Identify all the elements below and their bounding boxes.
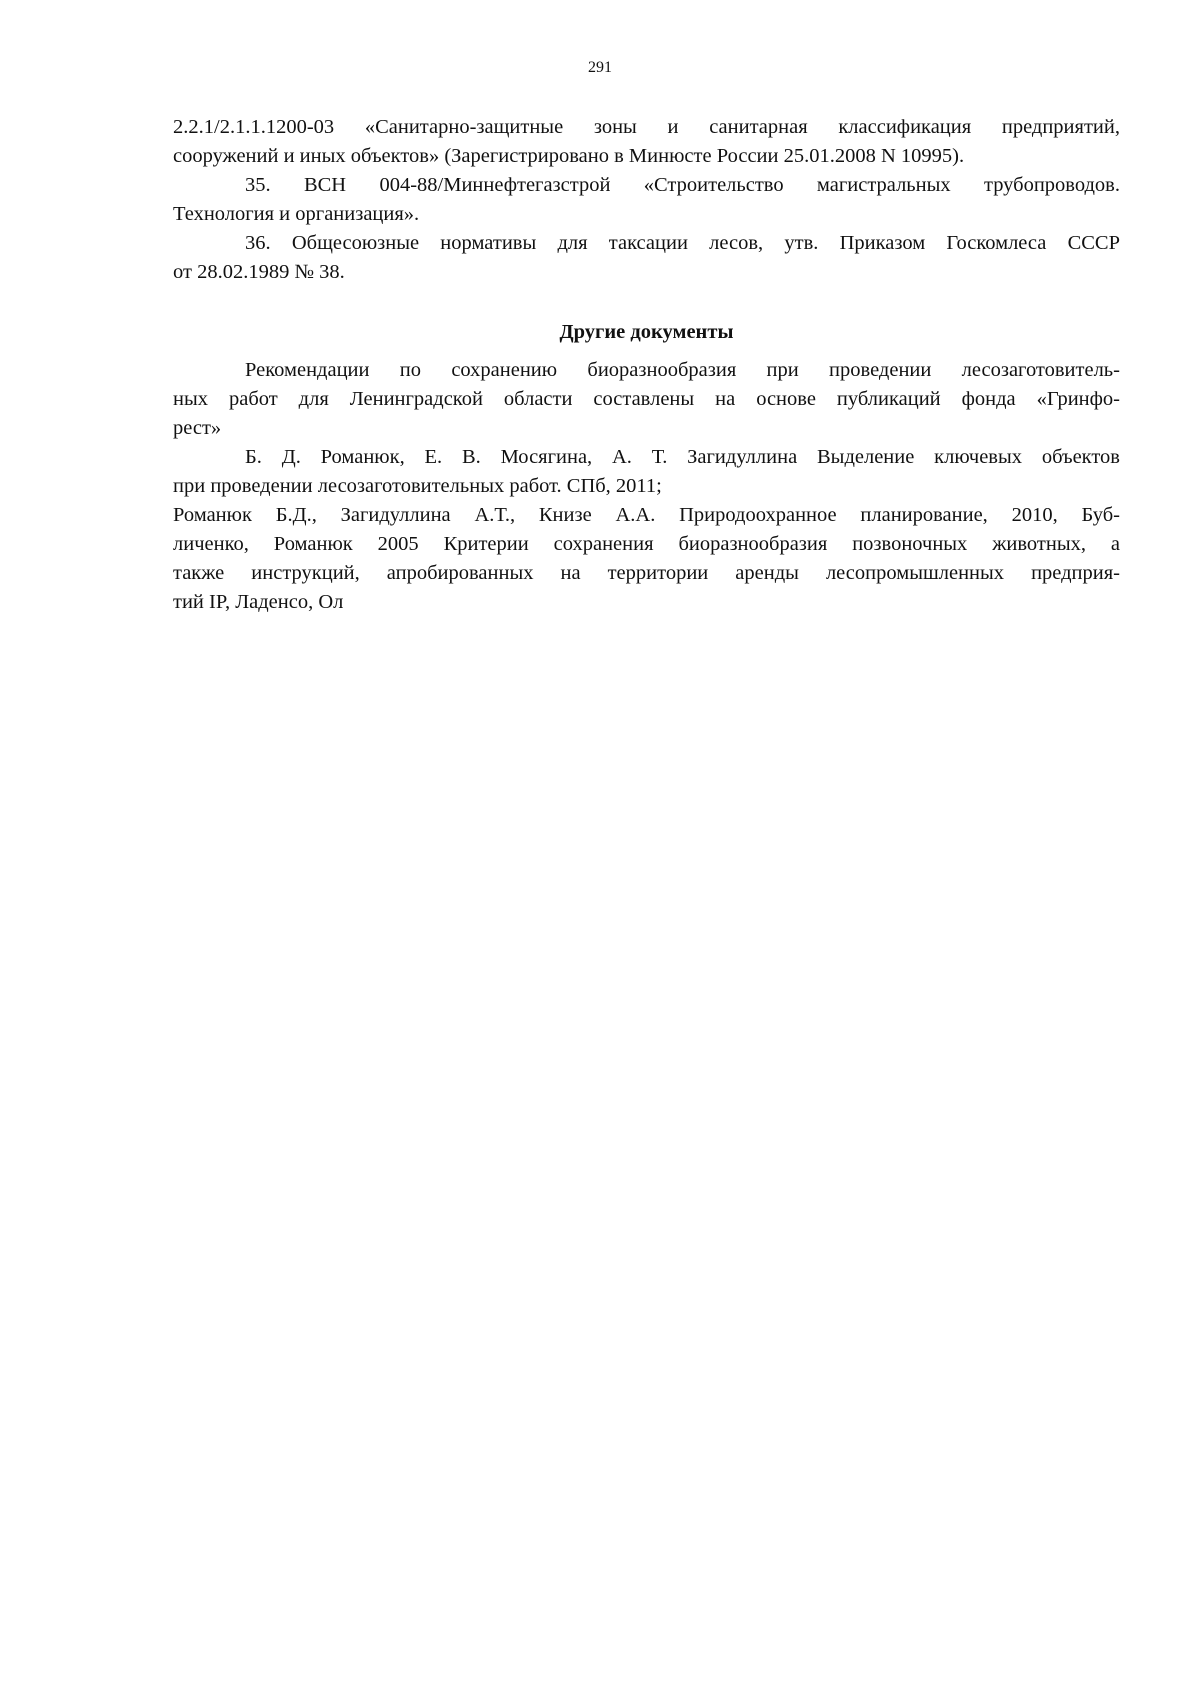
recommendations-paragraph	[173, 356, 1120, 443]
text-line: личенко, Романюк 2005 Критерии сохранения биоразнообразия позвоночных животных, а	[173, 533, 1120, 555]
text-line: Романюк Б.Д., Загидуллина А.Т., Книзе А.А. Природоохранное планирование, 2010, Буб-	[173, 504, 1120, 526]
reference-item-34-continuation	[173, 113, 1120, 171]
text-line: Технология и организация».	[173, 203, 420, 225]
romanyuk-2011-reference	[173, 443, 1120, 501]
text-line: рест»	[173, 417, 222, 439]
text-line: Рекомендации по сохранению биоразнообразия при проведении лесозаготовитель-	[245, 359, 1120, 381]
text-line: 35. ВСН 004-88/Миннефтегазстрой «Строительство магистральных трубопроводов.	[245, 174, 1120, 196]
page-content	[173, 113, 1120, 617]
section-title-other-documents: Другие документы	[559, 321, 734, 343]
romanyuk-2010-reference	[173, 501, 1120, 617]
text-line: от 28.02.1989 № 38.	[173, 261, 345, 283]
text-line: сооружений и иных объектов» (Зарегистрировано в Минюсте России 25.01.2008 N 10995).	[173, 145, 965, 167]
text-line: 36. Общесоюзные нормативы для таксации лесов, утв. Приказом Госкомлеса СССР	[245, 232, 1120, 254]
reference-item-36	[173, 229, 1120, 287]
text-line: 2.2.1/2.1.1.1200-03 «Санитарно-защитные зоны и санитарная классификация предприятий,	[173, 116, 1120, 138]
reference-item-35	[173, 171, 1120, 229]
text-line: при проведении лесозаготовительных работ. СПб, 2011;	[173, 475, 662, 497]
page-number: 291	[588, 59, 612, 76]
text-line: также инструкций, апробированных на территории аренды лесопромышленных предприя-	[173, 562, 1120, 584]
text-line: тий IP, Ладенсо, Ол	[173, 591, 344, 613]
text-line: ных работ для Ленинградской области составлены на основе публикаций фонда «Гринфо-	[173, 388, 1120, 410]
text-line: Б. Д. Романюк, Е. В. Мосягина, А. Т. Загидуллина Выделение ключевых объектов	[245, 446, 1120, 468]
